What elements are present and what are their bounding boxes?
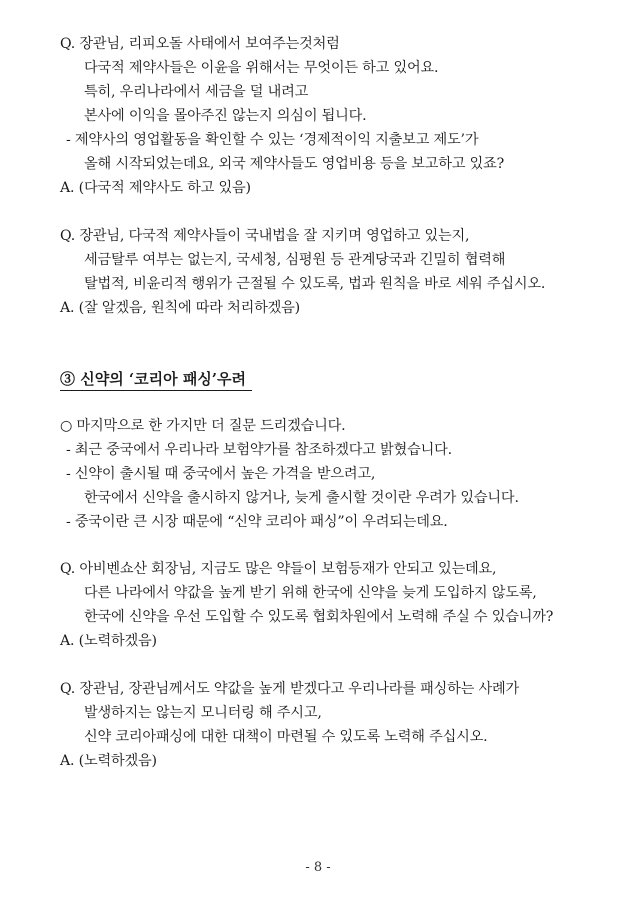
bullet-line: - 최근 중국에서 우리나라 보험약가를 참조하겠다고 밝혔습니다.: [66, 442, 452, 458]
question-line: 세금탈루 여부는 없는지, 국세청, 심평원 등 관계당국과 긴밀히 협력해: [84, 252, 506, 268]
question-line: 한국에 신약을 우선 도입할 수 있도록 협회차원에서 노력해 주실 수 있습니까?: [84, 609, 554, 625]
question-line: Q. 장관님, 리피오돌 사태에서 보여주는것처럼: [60, 36, 340, 52]
question-line: 신약 코리아패싱에 대한 대책이 마련될 수 있도록 노력해 주십시오.: [84, 729, 488, 745]
bullet-line: - 제약사의 영업활동을 확인할 수 있는 ‘경제적이익 지출보고 제도’가: [66, 132, 479, 148]
page-number: - 8 -: [305, 860, 331, 875]
intro-line: ○ 마지막으로 한 가지만 더 질문 드리겠습니다.: [60, 418, 346, 434]
question-line: Q. 장관님, 장관님께서도 약값을 높게 받겠다고 우리나라를 패싱하는 사례가: [60, 681, 519, 697]
bullet-line: 한국에서 신약을 출시하지 않거나, 늦게 출시할 것이란 우려가 있습니다.: [84, 490, 519, 506]
question-line: 탈법적, 비윤리적 행위가 근절될 수 있도록, 법과 원칙을 바로 세워 주십시오.: [84, 276, 546, 292]
section-heading: ③ 신약의 ‘코리아 패싱’우려: [60, 368, 252, 391]
answer-line: A. (노력하겠음): [60, 633, 157, 649]
question-line: 다른 나라에서 약값을 높게 받기 위해 한국에 신약을 늦게 도입하지 않도록,: [84, 585, 537, 601]
answer-line: A. (잘 알겠음, 원칙에 따라 처리하겠음): [60, 300, 300, 316]
bullet-line: - 중국이란 큰 시장 때문에 “신약 코리아 패싱”이 우려되는데요.: [66, 514, 448, 530]
question-line: 발생하지는 않는지 모니터링 해 주시고,: [84, 705, 322, 721]
bullet-line: - 신약이 출시될 때 중국에서 높은 가격을 받으려고,: [66, 466, 376, 482]
answer-line: A. (노력하겠음): [60, 753, 157, 769]
question-line: Q. 장관님, 다국적 제약사들이 국내법을 잘 지키며 영업하고 있는지,: [60, 228, 470, 244]
question-line: Q. 아비벤쇼산 회장님, 지금도 많은 약들이 보험등재가 안되고 있는데요,: [60, 561, 497, 577]
question-line: 본사에 이익을 몰아주진 않는지 의심이 됩니다.: [84, 108, 367, 124]
answer-line: A. (다국적 제약사도 하고 있음): [60, 180, 251, 196]
bullet-line: 올해 시작되었는데요, 외국 제약사들도 영업비용 등을 보고하고 있죠?: [84, 156, 505, 172]
question-line: 특히, 우리나라에서 세금을 덜 내려고: [84, 84, 309, 100]
question-line: 다국적 제약사들은 이윤을 위해서는 무엇이든 하고 있어요.: [84, 60, 439, 76]
